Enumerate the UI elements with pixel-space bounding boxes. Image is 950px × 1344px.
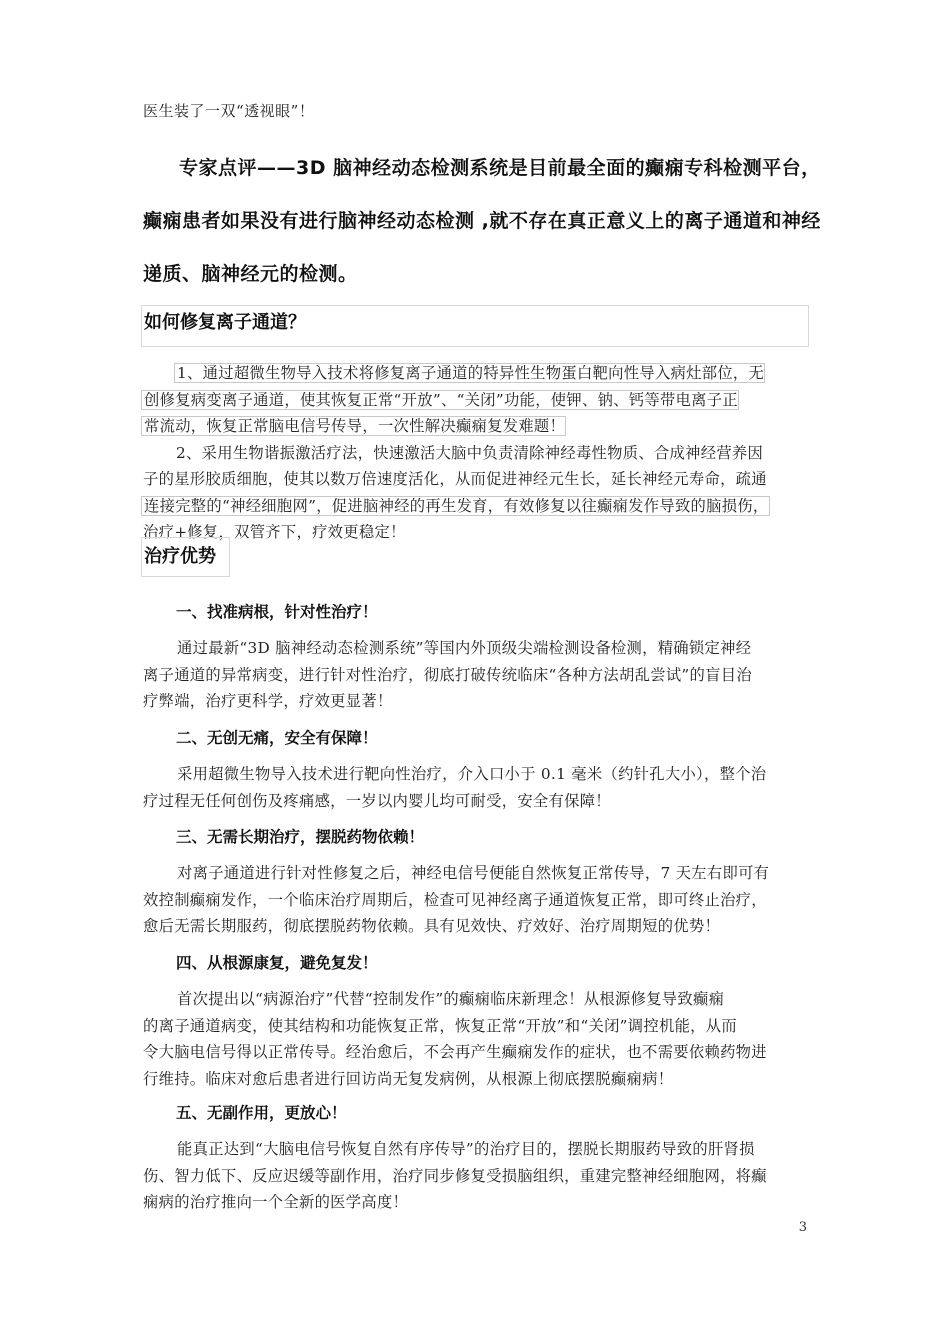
expert-comment — [143, 142, 823, 301]
advantage-title: 三、无需长期治疗，摆脱药物依赖！ — [176, 828, 425, 846]
advantage-body — [143, 1136, 767, 1216]
body-line: 效控制癫痫发作，一个临床治疗周期后，检查可见神经离子通道恢复正常，即可终止治疗， — [143, 890, 767, 909]
body-line: 行维持。临床对愈后患者进行回访尚无复发病例，从根源上彻底摆脱癫痫病！ — [143, 1069, 674, 1088]
advantage-title: 四、从根源康复，避免复发！ — [176, 954, 378, 972]
body-line: 疗弊端，治疗更科学，疗效更显著！ — [143, 692, 393, 710]
advantage-body — [143, 635, 752, 715]
section-heading-advantages: 治疗优势 — [141, 537, 230, 577]
expert-line: 癫痫患者如果没有进行脑神经动态检测 ,就不存在真正意义上的离子通道和神经 — [143, 210, 821, 232]
page-number: 3 — [798, 1220, 807, 1235]
advantage-body — [143, 860, 769, 940]
body-line: 疗过程无任何创伤及疼痛感，一岁以内婴儿均可耐受，安全有保障！ — [143, 791, 611, 810]
body-line: 的离子通道病变，使其结构和功能恢复正常，恢复正常“开放”和“关闭”调控机能，从而 — [143, 1016, 737, 1035]
body-line: 能真正达到“大脑电信号恢复自然有序传导”的治疗目的，摆脱长期服药导致的肝肾损 — [177, 1140, 755, 1158]
intro-line: 医生装了一双“透视眼”！ — [143, 102, 315, 120]
body-line: 2、采用生物谐振激活疗法，快速激活大脑中负责清除神经毒性物质、合成神经营养因 — [176, 443, 764, 462]
body-line: 对离子通道进行针对性修复之后，神经电信号便能自然恢复正常传导，7 天左右即可有 — [177, 864, 770, 882]
body-line: 痫病的治疗推向一个全新的医学高度！ — [143, 1193, 409, 1211]
advantage-title: 二、无创无痛，安全有保障！ — [176, 729, 378, 747]
body-line: 愈后无需长期服药，彻底摆脱药物依赖。具有见效快、疗效好、治疗周期短的优势！ — [143, 917, 721, 935]
body-line: 伤、智力低下、反应迟缓等副作用，治疗同步修复受损脑组织，重建完整神经细胞网，将癫 — [143, 1166, 767, 1185]
body-line: 离子通道的异常病变，进行针对性治疗，彻底打破传统临床“各种方法胡乱尝试”的盲目治 — [143, 665, 752, 684]
body-line: 子的星形胶质细胞，使其以数万倍速度活化，从而促进神经元生长，延长神经元寿命，疏通 — [143, 470, 767, 488]
body-line — [143, 360, 770, 387]
expert-line: 递质、脑神经元的检测。 — [143, 263, 358, 285]
advantage-body — [143, 986, 767, 1092]
advantage-body — [143, 761, 766, 814]
highlight-box: 常流动，恢复正常脑电信号传导，一次性解决癫痫复发难题！ — [141, 416, 566, 436]
ion-repair-body — [143, 360, 770, 546]
advantage-title: 一、找准病根，针对性治疗！ — [176, 603, 378, 621]
body-line — [143, 387, 770, 414]
body-line: 通过最新“3D 脑神经动态检测系统”等国内外顶级尖端检测设备检测，精确锁定神经 — [177, 639, 752, 657]
body-line — [143, 493, 770, 520]
section-heading-ion-repair: 如何修复离子通道？ — [141, 305, 809, 347]
body-line — [143, 413, 770, 440]
body-line: 治疗+修复，双管齐下，疗效更稳定！ — [143, 523, 406, 541]
highlight-box: 1、通过超微生物导入技术将修复离子通道的特异性生物蛋白靶向性导入病灶部位，无 — [174, 363, 765, 383]
body-line: 令大脑电信号得以正常传导。经治愈后，不会再产生癫痫发作的症状，也不需要依赖药物进 — [143, 1043, 767, 1061]
expert-line: 专家点评——3D 脑神经动态检测系统是目前最全面的癫痫专科检测平台， — [179, 157, 821, 179]
body-line: 采用超微生物导入技术进行靶向性治疗，介入口小于 0.1 毫米（约针孔大小），整个治 — [177, 765, 767, 783]
advantage-title: 五、无副作用，更放心！ — [176, 1104, 347, 1122]
highlight-box: 创修复病变离子通道，使其恢复正常“开放”、“关闭”功能，使钾、钠、钙等带电离子正 — [141, 390, 739, 410]
body-line: 首次提出以“病源治疗”代替“控制发作”的癫痫临床新理念！从根源修复导致癫痫 — [177, 990, 725, 1008]
highlight-box: 连接完整的“神经细胞网”，促进脑神经的再生发育，有效修复以往癫痫发作导致的脑损伤， — [141, 496, 770, 516]
